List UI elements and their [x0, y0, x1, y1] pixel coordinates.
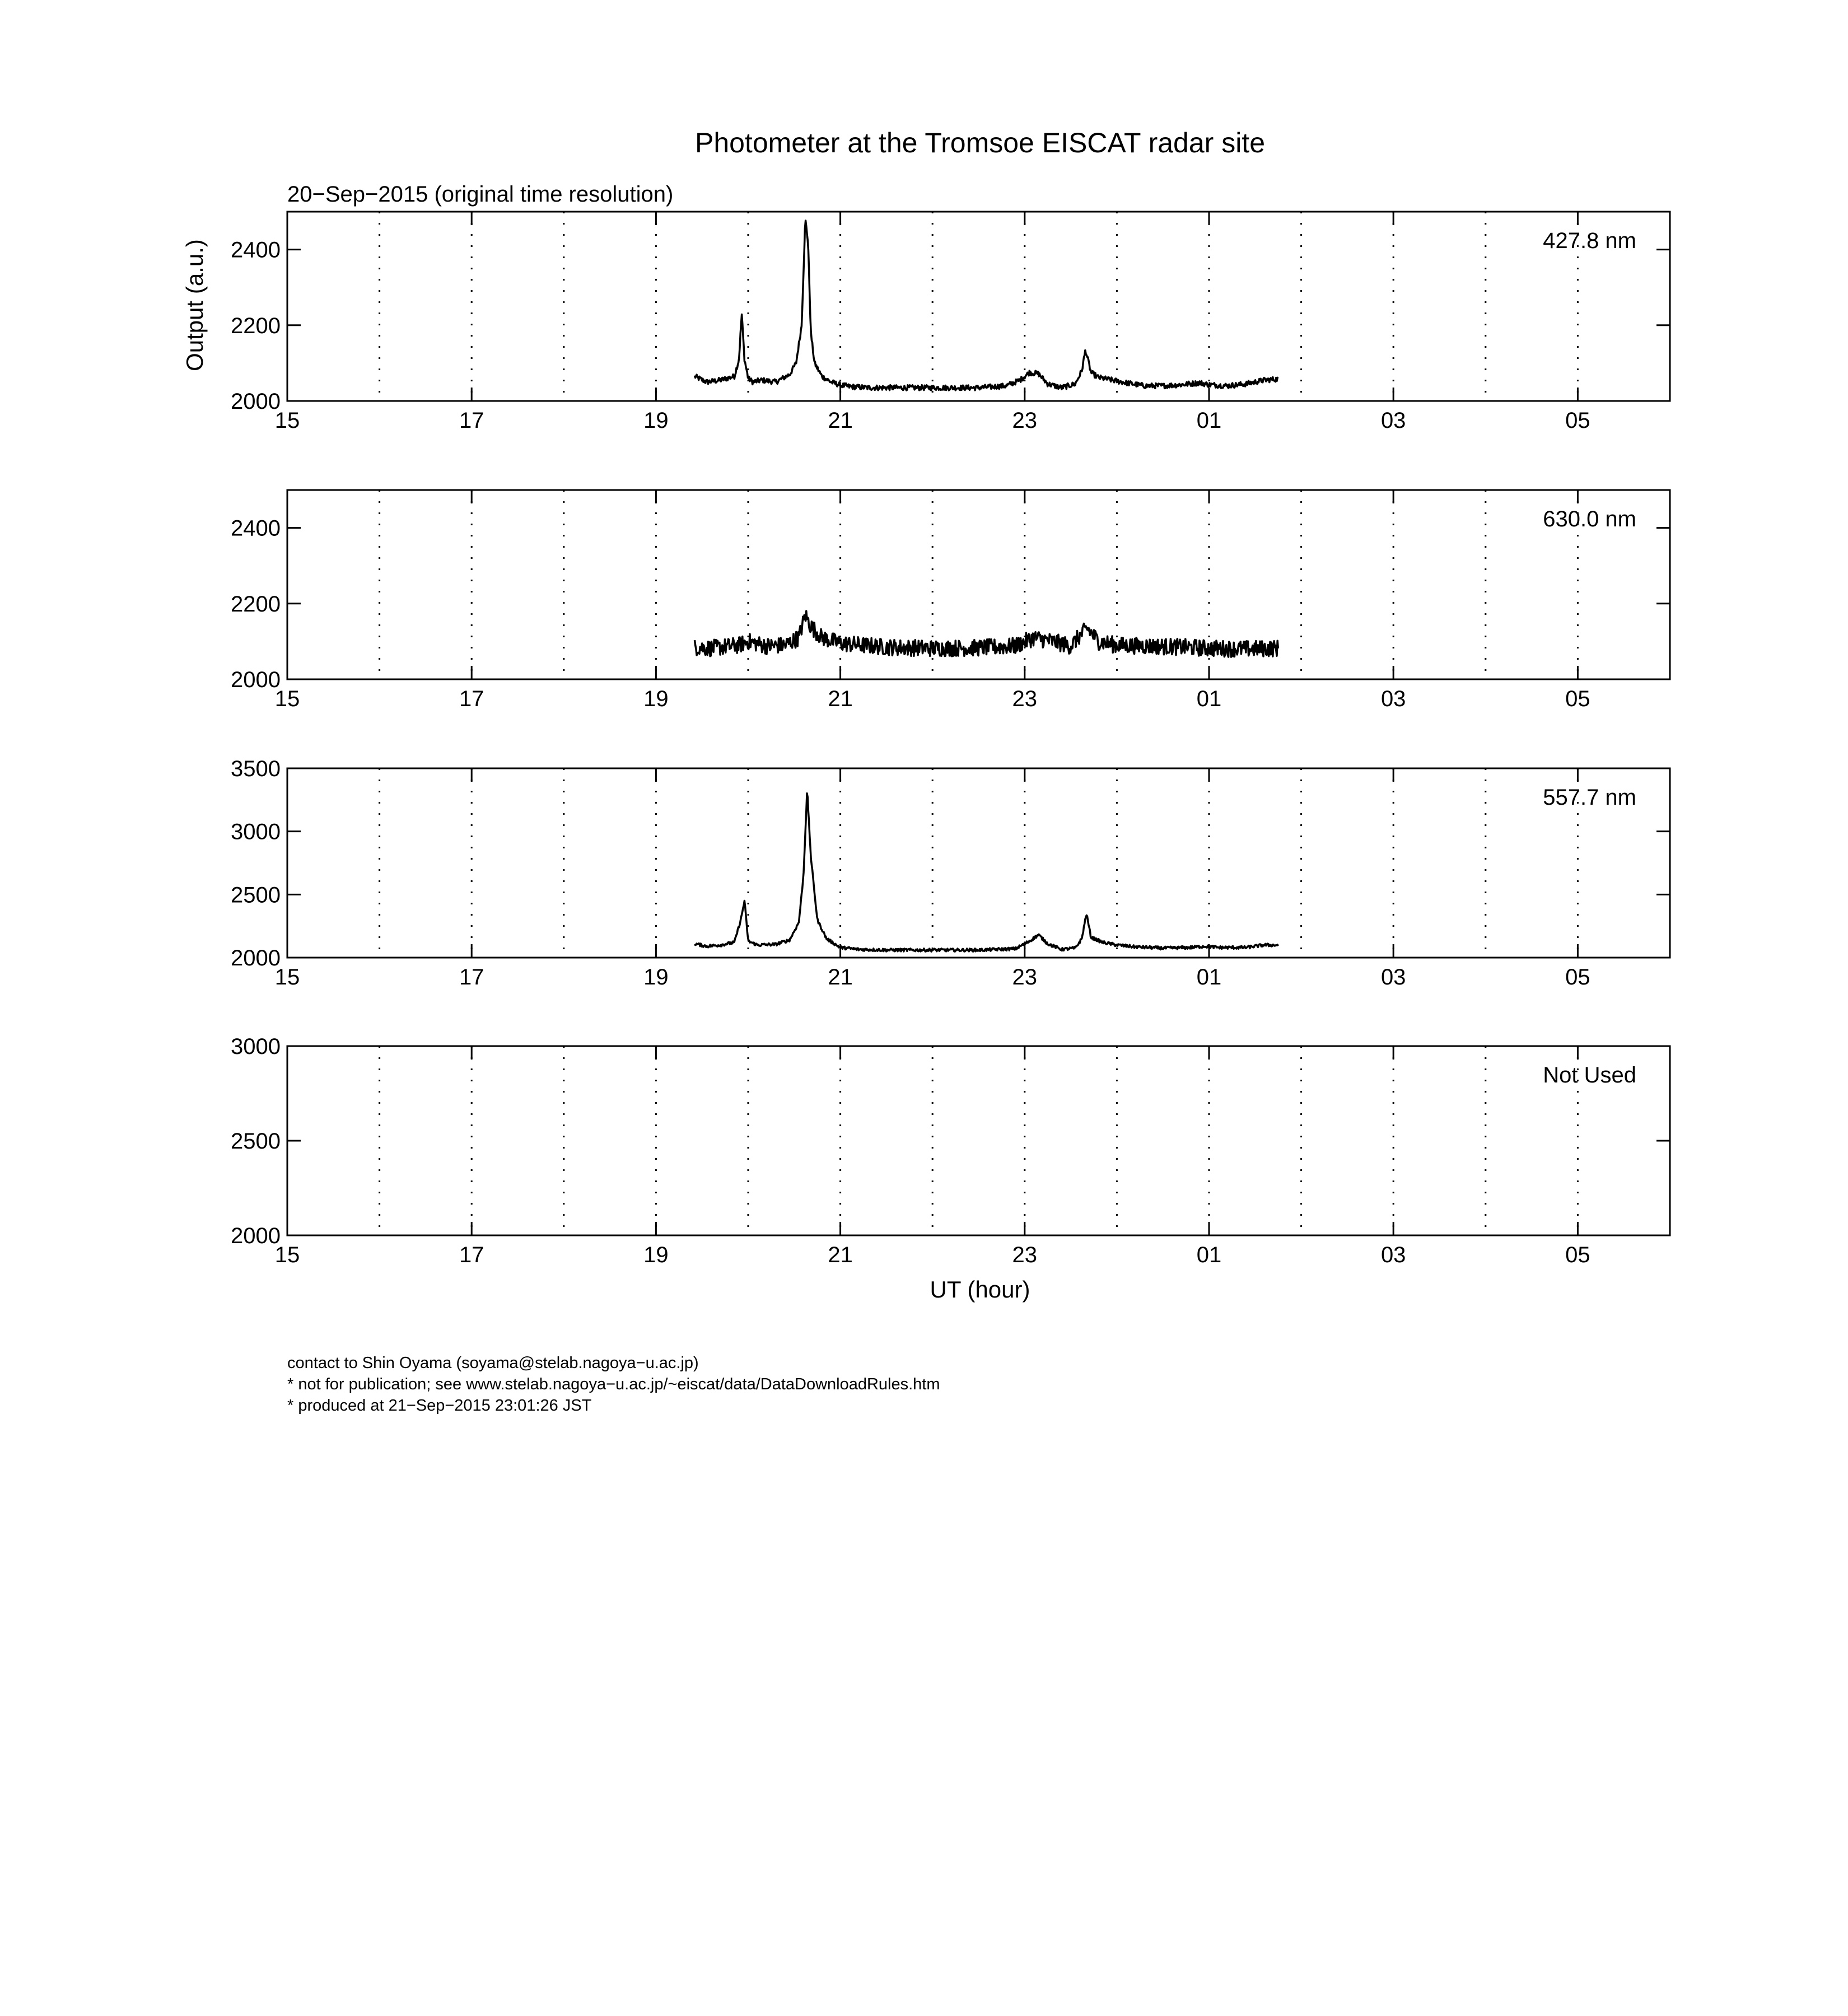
x-tick-label-1-4: 21 — [828, 408, 853, 433]
x-tick-label-3-7: 03 — [1380, 965, 1406, 990]
y-tick-label-1-1: 2000 — [231, 389, 281, 414]
panel-3 — [231, 757, 1670, 990]
figure-subtitle: 20−Sep−2015 (original time resolution) — [287, 182, 674, 207]
y-tick-label-1-3: 2400 — [231, 237, 281, 263]
x-tick-label-2-4: 21 — [828, 687, 853, 711]
panels-group — [231, 212, 1670, 1267]
y-axis-label: Output (a.u.) — [181, 239, 208, 371]
y-tick-label-3-2: 2500 — [231, 883, 281, 908]
panel-4 — [231, 1034, 1670, 1267]
x-tick-label-3-1: 15 — [274, 965, 300, 990]
x-tick-label-1-7: 03 — [1380, 408, 1406, 433]
x-tick-label-3-2: 17 — [459, 965, 484, 990]
x-tick-label-3-8: 05 — [1565, 965, 1590, 990]
panel-frame-1 — [287, 212, 1670, 401]
y-tick-label-3-1: 2000 — [231, 946, 281, 970]
x-tick-label-3-5: 23 — [1012, 965, 1038, 990]
x-tick-label-2-5: 23 — [1012, 687, 1038, 711]
panel-frame-3 — [287, 768, 1670, 958]
panel-label-1: 427.8 nm — [1543, 228, 1636, 253]
figure-title: Photometer at the Tromsoe EISCAT radar site — [694, 127, 1266, 158]
x-tick-label-3-3: 19 — [643, 965, 669, 990]
y-tick-label-2-2: 2200 — [231, 591, 281, 617]
x-tick-label-4-1: 15 — [274, 1243, 300, 1267]
x-tick-label-4-7: 03 — [1380, 1243, 1406, 1267]
series-line-3-1 — [695, 794, 1278, 951]
y-tick-label-2-1: 2000 — [231, 668, 281, 692]
y-tick-label-2-3: 2400 — [231, 516, 281, 541]
x-tick-label-2-1: 15 — [274, 687, 300, 711]
x-tick-label-4-6: 01 — [1196, 1243, 1222, 1267]
x-tick-label-2-3: 19 — [643, 687, 669, 711]
panel-2 — [231, 490, 1670, 711]
x-tick-label-2-7: 03 — [1380, 687, 1406, 711]
x-tick-label-1-2: 17 — [459, 408, 484, 433]
x-tick-label-1-8: 05 — [1565, 408, 1590, 433]
panel-label-3: 557.7 nm — [1543, 785, 1636, 810]
y-tick-label-4-1: 2000 — [231, 1224, 281, 1248]
x-tick-label-2-6: 01 — [1196, 687, 1222, 711]
y-tick-label-1-2: 2200 — [231, 313, 281, 338]
panel-label-2: 630.0 nm — [1543, 507, 1636, 531]
x-tick-label-1-1: 15 — [274, 408, 300, 433]
x-axis-label: UT (hour) — [930, 1276, 1030, 1303]
footer-rules: * not for publication; see www.stelab.nagoya−u.ac.jp/~eiscat/data/DataDownloadRules.htm — [287, 1375, 940, 1393]
x-tick-label-2-8: 05 — [1565, 687, 1590, 711]
x-tick-label-3-6: 01 — [1196, 965, 1222, 990]
y-tick-label-3-3: 3000 — [231, 819, 281, 844]
panel-1 — [231, 212, 1670, 433]
y-tick-label-4-3: 3000 — [231, 1034, 281, 1059]
x-tick-label-1-6: 01 — [1196, 408, 1222, 433]
series-line-2-1 — [695, 611, 1278, 657]
y-tick-label-4-2: 2500 — [231, 1129, 281, 1154]
series-line-1-1 — [695, 221, 1278, 390]
x-tick-label-4-3: 19 — [643, 1243, 669, 1267]
footer-contact: contact to Shin Oyama (soyama@stelab.nagoya−u.ac.jp) — [287, 1354, 699, 1372]
x-tick-label-4-4: 21 — [828, 1243, 853, 1267]
panel-frame-4 — [287, 1046, 1670, 1235]
x-tick-label-4-8: 05 — [1565, 1243, 1590, 1267]
x-tick-label-4-5: 23 — [1012, 1243, 1038, 1267]
footer-produced: * produced at 21−Sep−2015 23:01:26 JST — [287, 1397, 592, 1415]
panel-label-4: Not Used — [1543, 1063, 1636, 1088]
x-tick-label-2-2: 17 — [459, 687, 484, 711]
y-tick-label-3-4: 3500 — [231, 757, 281, 781]
x-tick-label-1-3: 19 — [643, 408, 669, 433]
x-tick-label-3-4: 21 — [828, 965, 853, 990]
x-tick-label-1-5: 23 — [1012, 408, 1038, 433]
x-tick-label-4-2: 17 — [459, 1243, 484, 1267]
